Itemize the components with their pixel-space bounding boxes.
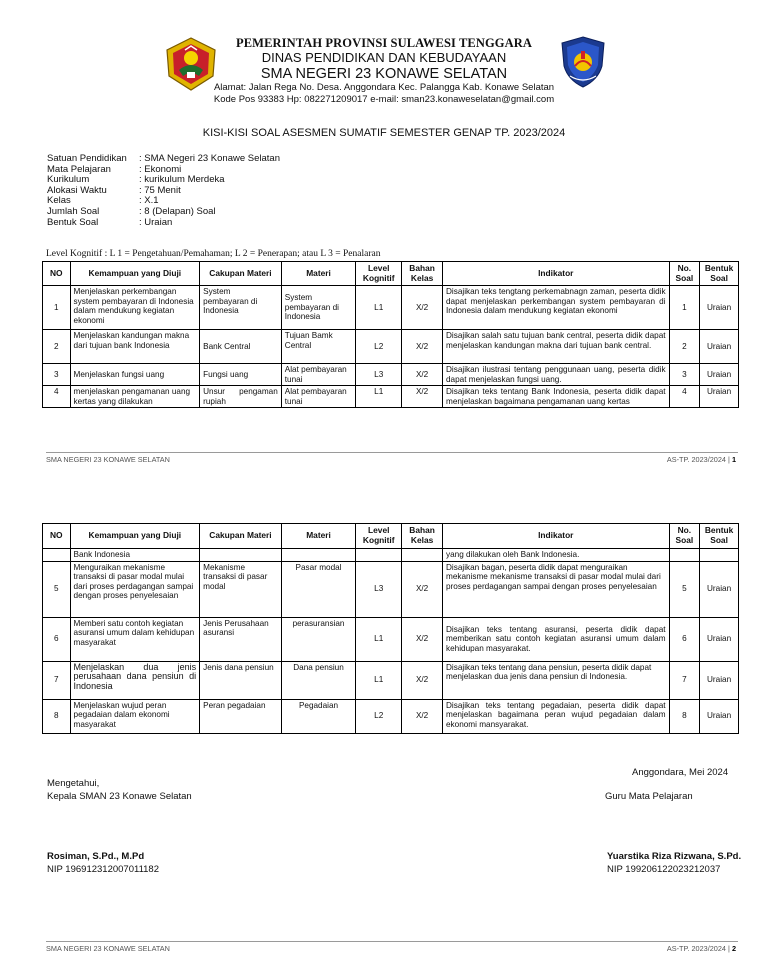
cell-no-soal	[669, 549, 700, 562]
cell-level: L1	[356, 661, 402, 699]
col-header-kemampuan: Kemampuan yang Diuji	[70, 262, 200, 286]
meta-value: : 75 Menit	[139, 184, 181, 196]
cell-indikator: Disajikan teks tentang pegadaian, peserta didik dapat menjelaskan bagaimana peran wujud pegadaian dalam ekonomi mansyarakat.	[443, 699, 670, 733]
table-row	[43, 561, 739, 617]
cell-indikator: Disajikan teks tentang Bank Indonesia, peserta didik dapat menjelaskan bagaimana pengamanan uang kertas	[443, 386, 670, 408]
cell-bahan: X/2	[402, 561, 443, 617]
cell-materi: Dana pensiun	[281, 661, 355, 699]
cell-bentuk: Uraian	[700, 699, 739, 733]
table-row	[43, 286, 739, 330]
header-address: Alamat: Jalan Rega No. Desa. Anggondara Kec. Palangga Kab. Konawe Selatan	[213, 82, 555, 93]
meta-value: : SMA Negeri 23 Konawe Selatan	[139, 153, 281, 164]
col-header-kemampuan: Kemampuan yang Diuji	[70, 524, 200, 549]
col-header-bentuk: Bentuk Soal	[700, 262, 739, 286]
signature-place-date: Anggondara, Mei 2024	[632, 767, 729, 778]
header-government: PEMERINTAH PROVINSI SULAWESI TENGGARA	[236, 36, 532, 50]
footer-page-info	[667, 455, 736, 464]
cell-level: L3	[356, 561, 402, 617]
meta-row	[47, 218, 280, 229]
meta-row	[47, 186, 280, 197]
cell-cakupan: Unsur pengaman rupiah	[200, 386, 282, 408]
meta-key: Kelas	[47, 195, 71, 207]
footer-page-number: 2	[731, 944, 736, 953]
col-header-no-soal: No. Soal	[669, 262, 700, 286]
cell-cakupan: Fungsi uang	[200, 364, 282, 386]
cell-no: 8	[43, 699, 71, 733]
cell-no: 3	[43, 364, 71, 386]
footer-school: SMA NEGERI 23 KONAWE SELATAN	[46, 455, 170, 464]
cell-kemampuan: Memberi satu contoh kegiatan asuransi umum dalam kehidupan masyarakat	[70, 617, 200, 661]
cell-bahan: X/2	[402, 617, 443, 661]
header-school-name: SMA NEGERI 23 KONAWE SELATAN	[260, 66, 508, 82]
cell-no-soal: 1	[669, 286, 700, 330]
col-header-level: Level Kognitif	[356, 524, 402, 549]
col-header-no-soal: No. Soal	[669, 524, 700, 549]
cell-no: 2	[43, 330, 71, 364]
cell-materi: Tujuan Bamk Central	[281, 330, 355, 364]
cell-no: 7	[43, 661, 71, 699]
cell-level: L1	[356, 286, 402, 330]
cell-no-soal: 2	[669, 330, 700, 364]
cell-no: 5	[43, 561, 71, 617]
cell-indikator: Disajikan teks tengtang perkemabnagn zaman, peserta didik dapat menjelaskan perkembangan system pembayaran di Indonesia dalam mendukung kegiatan ekonomi	[443, 286, 670, 330]
cell-no-soal: 8	[669, 699, 700, 733]
cell-materi: Alat pembayaran tunai	[281, 364, 355, 386]
cell-bentuk: Uraian	[700, 661, 739, 699]
meta-row	[47, 154, 280, 165]
col-header-materi: Materi	[281, 262, 355, 286]
col-header-bentuk: Bentuk Soal	[700, 524, 739, 549]
meta-key: Bentuk Soal	[47, 216, 99, 228]
cell-no-soal: 3	[669, 364, 700, 386]
cell-no: 6	[43, 617, 71, 661]
meta-key: Kurikulum	[47, 174, 90, 186]
meta-value: : Uraian	[139, 216, 173, 228]
footer-code: AS-TP. 2023/2024 |	[666, 944, 732, 953]
col-header-level: Level Kognitif	[356, 262, 402, 286]
cell-indikator: yang dilakukan oleh Bank Indonesia.	[443, 549, 670, 562]
cell-cakupan: Jenis dana pensiun	[200, 661, 282, 699]
cell-kemampuan: Menguraikan mekanisme transaksi di pasar modal mulai dari proses perdagangan sampai dengan proses penyelesaian	[70, 561, 200, 617]
cell-level: L1	[356, 617, 402, 661]
footer-page-number: 1	[731, 455, 736, 464]
cell-bahan: X/2	[402, 661, 443, 699]
cell-materi: Pasar modal	[281, 561, 355, 617]
kisi-kisi-table-page-1	[42, 261, 739, 408]
cell-cakupan: Jenis Perusahaan asuransi	[200, 617, 282, 661]
signature-principal-name: Rosiman, S.Pd., M.Pd	[47, 851, 145, 862]
cell-cakupan: Peran pegadaian	[200, 699, 282, 733]
cell-indikator: Disajikan bagan, peserta didik dapat menguraikan mekanisme mekanisme transaksi di pasar modal mulai dari proses perdagangan sampai dengan proses penyelesaian	[443, 561, 670, 617]
col-header-bahan: Bahan Kelas	[402, 262, 443, 286]
cell-bahan: X/2	[402, 699, 443, 733]
cell-no-soal: 6	[669, 617, 700, 661]
cell-bentuk: Uraian	[700, 617, 739, 661]
cell-indikator: Disajikan teks tentang asuransi, peserta didik dapat memberikan satu contoh kegiatan asuransi umum dalam kehidupan masyarakat.	[443, 617, 670, 661]
cell-materi: perasuransian	[281, 617, 355, 661]
cell-kemampuan: Bank Indonesia	[70, 549, 200, 562]
cell-cakupan: Bank Central	[200, 330, 282, 364]
cell-indikator: Disajikan salah satu tujuan bank central, peserta didik dapat menjelaskan kandungan makna dari tujuan bank central.	[443, 330, 670, 364]
table-row	[43, 386, 739, 408]
cell-bahan: X/2	[402, 330, 443, 364]
meta-value: : X.1	[139, 195, 159, 207]
header-department: DINAS PENDIDIKAN DAN KEBUDAYAAN	[261, 50, 507, 65]
cell-level: L1	[356, 386, 402, 408]
col-header-no: NO	[43, 524, 71, 549]
document-title: KISI-KISI SOAL ASESMEN SUMATIF SEMESTER GENAP TP. 2023/2024	[202, 127, 566, 139]
meta-key: Satuan Pendidikan	[47, 153, 127, 164]
cell-bahan: X/2	[402, 386, 443, 408]
signature-principal-nip: NIP 196912312007011182	[47, 864, 159, 875]
cell-level: L2	[356, 699, 402, 733]
cell-no: 4	[43, 386, 71, 408]
footer-code: AS-TP. 2023/2024 |	[666, 455, 732, 464]
col-header-cakupan: Cakupan Materi	[200, 524, 282, 549]
meta-key: Jumlah Soal	[47, 205, 100, 217]
cell-bentuk: Uraian	[700, 286, 739, 330]
cell-materi: Pegadaian	[281, 699, 355, 733]
cell-materi: System pembayaran di Indonesia	[281, 286, 355, 330]
cell-no-soal: 4	[669, 386, 700, 408]
cell-bentuk: Uraian	[700, 386, 739, 408]
cell-materi	[281, 549, 355, 562]
cognitive-level-note: Level Kognitif : L 1 = Pengetahuan/Pemahaman; L 2 = Penerapan; atau L 3 = Penalaran	[46, 249, 381, 259]
cell-level	[356, 549, 402, 562]
col-header-materi: Materi	[281, 524, 355, 549]
table-row	[43, 330, 739, 364]
signature-teacher-nip: NIP 199206122023212037	[607, 864, 721, 875]
signature-teacher-name: Yuarstika Riza Rizwana, S.Pd.	[607, 851, 742, 862]
col-header-indikator: Indikator	[443, 262, 670, 286]
col-header-indikator: Indikator	[443, 524, 670, 549]
cell-kemampuan: Menjelaskan fungsi uang	[70, 364, 200, 386]
signature-acknowledged-label: Mengetahui,	[47, 778, 100, 789]
meta-value: : 8 (Delapan) Soal	[139, 205, 216, 217]
cell-bentuk: Uraian	[700, 561, 739, 617]
cell-kemampuan: Menjelaskan dua jenis perusahaan dana pensiun di Indonesia	[70, 661, 200, 699]
cell-level: L2	[356, 330, 402, 364]
cell-cakupan: Mekanisme transaksi di pasar modal	[200, 561, 282, 617]
header-contact: Kode Pos 93383 Hp: 082271209017 e-mail: sman23.konaweselatan@gmail.com	[213, 94, 555, 105]
table-row	[43, 617, 739, 661]
signature-principal-title: Kepala SMAN 23 Konawe Selatan	[47, 791, 192, 802]
document-meta	[47, 154, 280, 228]
signature-teacher-title: Guru Mata Pelajaran	[605, 791, 693, 802]
meta-key: Alokasi Waktu	[47, 184, 107, 196]
cell-bentuk	[700, 549, 739, 562]
meta-value: : Ekonomi	[139, 163, 182, 175]
kisi-kisi-table-page-2	[42, 523, 739, 734]
cell-bahan: X/2	[402, 364, 443, 386]
cell-materi: Alat pembayaran tunai	[281, 386, 355, 408]
cell-level: L3	[356, 364, 402, 386]
col-header-no: NO	[43, 262, 71, 286]
cell-cakupan: System pembayaran di Indonesia	[200, 286, 282, 330]
cell-bentuk: Uraian	[700, 330, 739, 364]
cell-bentuk: Uraian	[700, 364, 739, 386]
cell-kemampuan: Menjelaskan perkembangan system pembayaran di Indonesia dalam mendukung kegiatan ekonomi	[70, 286, 200, 330]
cell-indikator: Disajikan teks tentang dana pensiun, peserta didik dapat menjelaskan dua jenis dana pensiun di Indonesia.	[443, 661, 670, 699]
meta-row	[47, 207, 280, 218]
cell-bahan	[402, 549, 443, 562]
col-header-bahan: Bahan Kelas	[402, 524, 443, 549]
cell-no-soal: 7	[669, 661, 700, 699]
table-header-row	[43, 524, 739, 549]
cell-no-soal: 5	[669, 561, 700, 617]
page-footer-2	[46, 941, 738, 953]
meta-key: Mata Pelajaran	[47, 163, 111, 175]
col-header-cakupan: Cakupan Materi	[200, 262, 282, 286]
table-row	[43, 699, 739, 733]
cell-bahan: X/2	[402, 286, 443, 330]
footer-page-info	[667, 944, 736, 953]
cell-kemampuan: menjelaskan pengamanan uang kertas yang dilakukan	[70, 386, 200, 408]
page-footer-1	[46, 452, 738, 464]
footer-school: SMA NEGERI 23 KONAWE SELATAN	[46, 944, 170, 953]
cell-kemampuan: Menjelaskan wujud peran pegadaian dalam ekonomi masyarakat	[70, 699, 200, 733]
cell-kemampuan: Menjelaskan kandungan makna dari tujuan bank Indonesia	[70, 330, 200, 364]
cell-indikator: Disajikan ilustrasi tentang penggunaan uang, peserta didik dapat menjelaskan fungsi uang.	[443, 364, 670, 386]
table-row	[43, 661, 739, 699]
table-header-row	[43, 262, 739, 286]
cell-cakupan	[200, 549, 282, 562]
meta-value: : kurikulum Merdeka	[139, 174, 225, 186]
table-row	[43, 364, 739, 386]
cell-no: 1	[43, 286, 71, 330]
cell-no	[43, 549, 71, 562]
table-row-continuation	[43, 549, 739, 562]
